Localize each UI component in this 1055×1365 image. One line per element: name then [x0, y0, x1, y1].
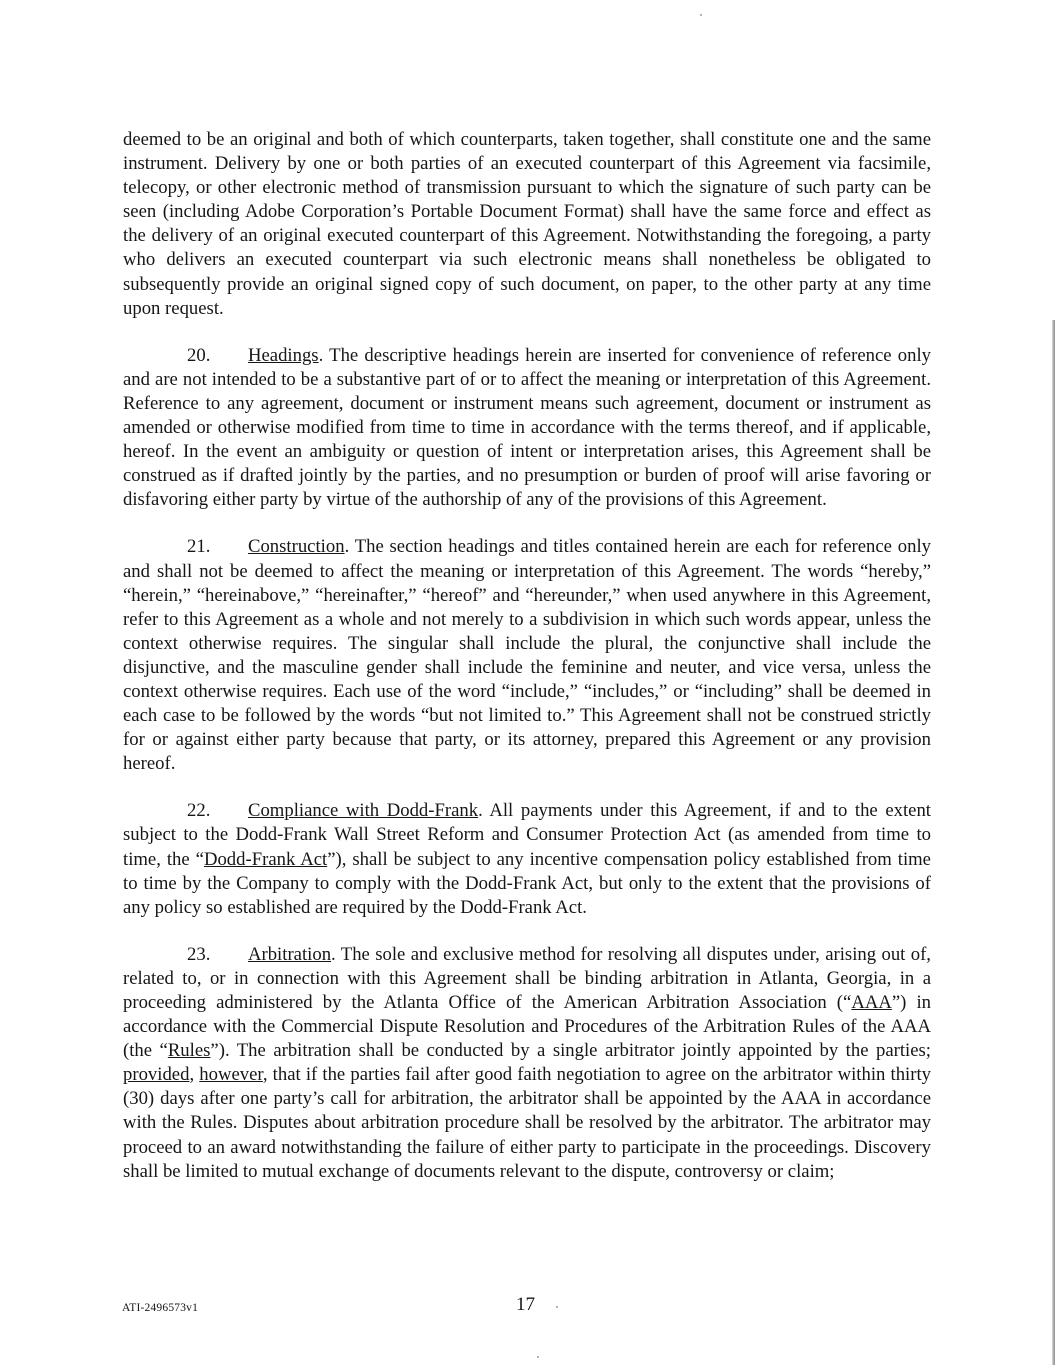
- section-22-compliance: 22. Compliance with Dodd-Frank. All payments under this Agreement, if and to the extent subject to the Dodd-Frank Wall Street Reform and Consumer Protection Act (as amended from time to time, the “Dodd-Frank Act”), shall be subject to any incentive compensation policy established from time to time by the Company to comply with the Dodd-Frank Act, but only to the extent that the provisions of any policy so established are required by the Dodd-Frank Act.: [123, 800, 931, 918]
- section-text: The section headings and titles contained herein are each for reference only and shall not be deemed to affect the meaning or interpretation of this Agreement. The words “hereby,” “herein,” “hereinabove,” “hereinafter,” “hereof” and “hereunder,” when used anywhere in this Agreement, refer to this Agreement as a whole and not merely to a subdivision in which such words appear, unless the context otherwise requires. The singular shall include the plural, the conjunctive shall include the disjunctive, and the masculine gender shall include the feminine and neuter, and vice versa, unless the context otherwise requires. Each use of the word “include,” “includes,” or “including” shall be deemed in each case to be followed by the words “but not limited to.” This Agreement shall not be construed strictly for or against either party because that party, or its attorney, prepared this Agreement or any provision hereof.: [123, 536, 931, 775]
- section-text: , that if the parties fail after good faith negotiation to agree on the arbitrator within thirty (30) days after one party’s call for arbitration, the arbitrator shall be appointed by the AAA in accordance with the Rules. Disputes about arbitration procedure shall be resolved by the arbitrator. The arbitrator may proceed to an award notwithstanding the failure of either party to participate in the proceedings. Discovery shall be limited to mutual exchange of documents relevant to the dispute, controversy or claim;: [123, 1064, 931, 1182]
- footer-document-id: ATI-2496573v1: [122, 1302, 199, 1314]
- section-text: ”), shall be subject to any incentive compensation policy established from time to time by the Company to comply with the Dodd-Frank Act, but only to the extent that the provisions of any policy so established are required by the Dodd-Frank Act.: [123, 848, 931, 918]
- page-number: 17: [516, 1294, 535, 1315]
- defined-term: Dodd-Frank Act: [203, 848, 328, 870]
- scan-speck: [700, 14, 702, 16]
- section-number: 21.: [187, 536, 211, 558]
- section-text: The sole and exclusive method for resolving all disputes under, arising out of, related to, or in connection with this Agreement shall be binding arbitration in Atlanta, Georgia, in a proceeding administered by the Atlanta Office of the American Arbitration Association (“: [123, 943, 931, 1013]
- section-text: The descriptive headings herein are inserted for convenience of reference only and are not intended to be a substantive part of or to affect the meaning or interpretation of this Agreement. Reference to any agreement, document or instrument means such agreement, document or instrument as amended or otherwise modified from time to time in accordance with the terms thereof, and if applicable, hereof. In the event an ambiguity or question of intent or interpretation arises, this Agreement shall be construed as if drafted jointly by the parties, and no presumption or burden of proof will arise favoring or disfavoring either party by virtue of the authorship of any of the provisions of this Agreement.: [123, 344, 931, 511]
- section-text: ”) in accordance with the Commercial Dispute Resolution and Procedures of the Arbitration Rules of the AAA (the “: [123, 992, 931, 1062]
- scan-speck: [556, 1306, 558, 1308]
- emphasis-term: however: [199, 1064, 263, 1086]
- opening-paragraph: deemed to be an original and both of which counterparts, taken together, shall constitute one and the same instrument. Delivery by one or both parties of an executed counterpart of this Agreement via facsimile, telecopy, or other electronic method of transmission pursuant to which the signature of such party can be seen (including Adobe Corporation’s Portable Document Format) shall have the same force and effect as the delivery of an original executed counterpart of this Agreement. Notwithstanding the foregoing, a party who delivers an executed counterpart via such electronic means shall nonetheless be obligated to subsequently provide an original signed copy of such document, on paper, to the other party at any time upon request.: [123, 129, 931, 319]
- section-number: 20.: [187, 344, 211, 366]
- emphasis-term: provided: [123, 1064, 190, 1086]
- scan-speck: [537, 1356, 539, 1358]
- section-21-construction: 21. Construction. The section headings and titles contained herein are each for reference only and shall not be deemed to affect the meaning or interpretation of this Agreement. The words “hereby,” “herein,” “hereinabove,” “hereinafter,” “hereof” and “hereunder,” when used anywhere in this Agreement, refer to this Agreement as a whole and not merely to a subdivision in which such words appear, unless the context otherwise requires. The singular shall include the plural, the conjunctive shall include the disjunctive, and the masculine gender shall include the feminine and neuter, and vice versa, unless the context otherwise requires. Each use of the word “include,” “includes,” or “including” shall be deemed in each case to be followed by the words “but not limited to.” This Agreement shall not be construed strictly for or against either party because that party, or its attorney, prepared this Agreement or any provision hereof.: [123, 536, 931, 775]
- section-20-headings: 20. Headings. The descriptive headings herein are inserted for convenience of reference only and are not intended to be a substantive part of or to affect the meaning or interpretation of this Agreement. Reference to any agreement, document or instrument means such agreement, document or instrument as amended or otherwise modified from time to time in accordance with the terms thereof, and if applicable, hereof. In the event an ambiguity or question of intent or interpretation arises, this Agreement shall be construed as if drafted jointly by the parties, and no presumption or burden of proof will arise favoring or disfavoring either party by virtue of the authorship of any of the provisions of this Agreement.: [123, 344, 931, 511]
- section-heading: Headings: [248, 344, 319, 366]
- section-heading: Arbitration: [248, 943, 332, 965]
- section-text: All payments under this Agreement, if and to the extent subject to the Dodd-Frank Wall Street Reform and Consumer Protection Act (as amended from time to time, the “: [123, 800, 931, 870]
- section-heading: Compliance with Dodd-Frank: [248, 800, 479, 822]
- section-text: ”). The arbitration shall be conducted by a single arbitrator jointly appointed by the parties;: [210, 1040, 931, 1062]
- defined-term: Rules: [167, 1040, 211, 1062]
- section-heading: Construction: [248, 536, 345, 558]
- document-body: [123, 128, 931, 1207]
- section-23-arbitration: 23. Arbitration. The sole and exclusive method for resolving all disputes under, arising out of, related to, or in connection with this Agreement shall be binding arbitration in Atlanta, Georgia, in a proceeding administered by the Atlanta Office of the American Arbitration Association (“AAA”) in accordance with the Commercial Dispute Resolution and Procedures of the Arbitration Rules of the AAA (the “Rules”). The arbitration shall be conducted by a single arbitrator jointly appointed by the parties; provided, however, that if the parties fail after good faith negotiation to agree on the arbitrator within thirty (30) days after one party’s call for arbitration, the arbitrator shall be appointed by the AAA in accordance with the Rules. Disputes about arbitration procedure shall be resolved by the arbitrator. The arbitrator may proceed to an award notwithstanding the failure of either party to participate in the proceedings. Discovery shall be limited to mutual exchange of documents relevant to the dispute, controversy or claim;: [123, 943, 931, 1182]
- section-text: ,: [189, 1064, 200, 1086]
- defined-term: AAA: [851, 992, 892, 1013]
- section-number: 23.: [187, 943, 211, 965]
- section-number: 22.: [187, 800, 211, 822]
